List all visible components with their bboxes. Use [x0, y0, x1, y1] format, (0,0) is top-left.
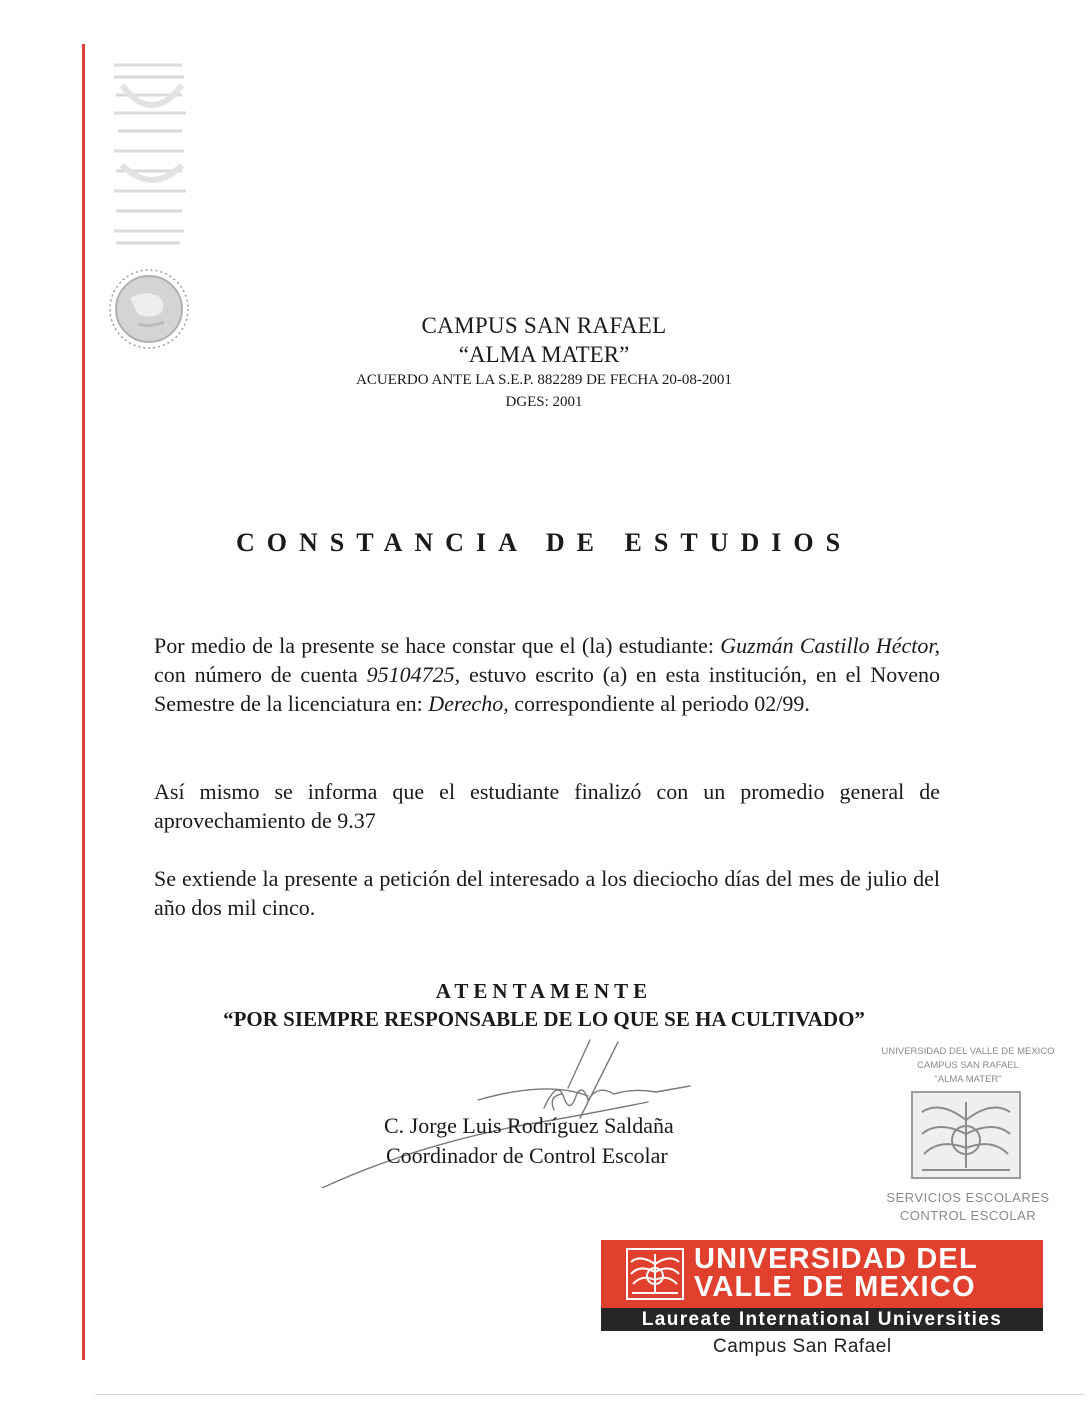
stamp-services: SERVICIOS ESCOLARES — [886, 1190, 1050, 1205]
campus-name: CAMPUS SAN RAFAEL — [421, 313, 667, 338]
stamp-campus: CAMPUS SAN RAFAEL — [917, 1060, 1019, 1071]
logo-text-line2: VALLE DE MEXICO — [694, 1271, 976, 1303]
degree-name: Derecho, — [428, 691, 509, 716]
certification-paragraph — [154, 631, 940, 718]
uvm-watermark-logo — [102, 55, 194, 250]
student-name: Guzmán Castillo Héctor, — [720, 633, 940, 658]
p1-text-c: estuvo escrito (a) en esta institución, en el Noveno Semestre de la licenciatura en: — [154, 662, 940, 716]
laureate-network-band: Laureate International Universities — [601, 1308, 1043, 1331]
margin-red-line — [82, 44, 85, 1360]
p1-text-b: con número de cuenta — [154, 662, 367, 687]
p1-text-a: Por medio de la presente se hace constar que el (la) estudiante: — [154, 633, 721, 658]
logo-text-line1: UNIVERSIDAD DEL — [694, 1243, 978, 1275]
atentamente-heading: ATENTAMENTE — [435, 979, 653, 1003]
bottom-divider — [95, 1394, 1085, 1395]
logo-campus-name: Campus San Rafael — [713, 1336, 892, 1357]
signer-name: C. Jorge Luis Rodríguez Saldaña — [384, 1113, 674, 1138]
alma-mater: “ALMA MATER” — [458, 342, 630, 367]
stamp-control: CONTROL ESCOLAR — [899, 1208, 1037, 1223]
average-paragraph: Así mismo se informa que el estudiante finalizó con un promedio general de aprovechamiento de 9.37 — [154, 779, 940, 833]
signer-role: Coordinador de Control Escolar — [386, 1143, 668, 1168]
stamp-seal-icon — [910, 1090, 1022, 1180]
university-motto: “POR SIEMPRE RESPONSABLE DE LO QUE SE HA CULTIVADO” — [223, 1007, 865, 1031]
p1-text-d: correspondiente al periodo 02/99. — [508, 691, 810, 716]
sep-agreement: ACUERDO ANTE LA S.E.P. 882289 DE FECHA 20-08-2001 — [356, 372, 732, 388]
account-number: 95104725, — [366, 662, 461, 687]
stamp-university: UNIVERSIDAD DEL VALLE DE MEXICO — [881, 1046, 1055, 1057]
issuance-paragraph: Se extiende la presente a petición del interesado a los dieciocho días del mes de julio del año dos mil cinco. — [154, 866, 940, 920]
stamp-alma-mater: "ALMA MATER" — [934, 1074, 1002, 1085]
document-title: CONSTANCIA DE ESTUDIOS — [235, 528, 853, 557]
uvm-eagle-emblem-icon — [626, 1248, 684, 1300]
dges-code: DGES: 2001 — [505, 394, 583, 410]
